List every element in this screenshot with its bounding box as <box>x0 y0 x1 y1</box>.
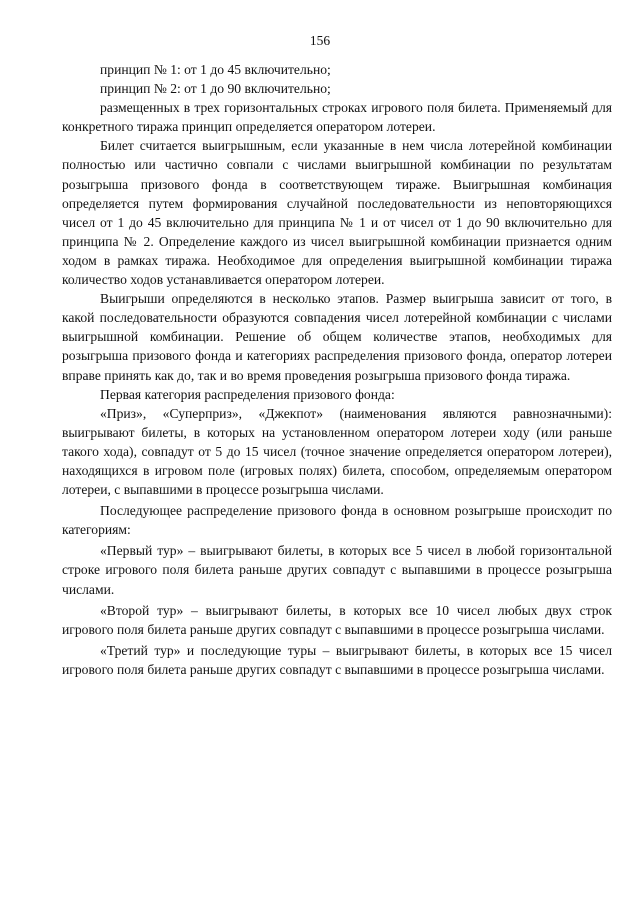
paragraph-third-round: «Третий тур» и последующие туры – выигрывают билеты, в которых все 15 чисел игрового поля билета раньше других совпадут с выпавшими в процессе розыгрыша числами. <box>62 642 612 677</box>
paragraph-prize-jackpot: «Приз», «Суперприз», «Джекпот» (наименования являются равнозначными): выигрывают билеты, в которых на установленном оператором лотереи ходу (или раньше такого хода), совпадут от 5 до 15 чисел (точное значение определяется оператором лотереи), находящихся в игровом поле (игровых полях) билета, способом, определяемым оператором лотереи, с выпавшими в процессе розыгрыша числами. <box>62 405 612 498</box>
paragraph-subsequent-distribution: Последующее распределение призового фонда в основном розыгрыше происходит по категориям: <box>62 503 612 538</box>
paragraph-placement: размещенных в трех горизонтальных строках игрового поля билета. Применяемый для конкретного тиража принцип определяется оператором лотереи. <box>62 100 612 135</box>
body-text <box>62 60 612 679</box>
paragraph-winning-ticket: Билет считается выигрышным, если указанные в нем числа лотерейной комбинации полностью или частично совпали с числами выигрышной комбинации по результатам розыгрыша призового фонда в соответствующем тираже. Выигрышная комбинация определяется путем формирования случайной последовательности из неповторяющихся чисел от 1 до 45 включительно для принципа № 1 и от чисел от 1 до 90 включительно для принципа № 2. Определение каждого из чисел выигрышной комбинации признается одним ходом в рамках тиража. Необходимое для определения выигрышной комбинации тиража количество ходов устанавливается оператором лотереи. <box>62 138 612 288</box>
page-number: 156 <box>309 33 331 48</box>
paragraph-first-round: «Первый тур» – выигрывают билеты, в которых все 5 чисел в любой горизонтальной строке игрового поля билета раньше других совпадут с выпавшими в процессе розыгрыша числами. <box>62 543 612 597</box>
paragraph-principle-2: принцип № 2: от 1 до 90 включительно; <box>100 81 331 97</box>
paragraph-winnings-stages: Выигрыши определяются в несколько этапов. Размер выигрыша зависит от того, в какой последовательности образуются совпадения чисел лотерейной комбинации с числами выигрышной комбинации. Решение об общем количестве этапов, необходимых для розыгрыша призового фонда и категориях распределения призового фонда, оператор лотереи вправе принять как до, так и во время проведения розыгрыша призового фонда тиража. <box>62 291 612 383</box>
paragraph-principle-1: принцип № 1: от 1 до 45 включительно; <box>100 62 331 77</box>
paragraph-second-round: «Второй тур» – выигрывают билеты, в которых все 10 чисел любых двух строк игрового поля билета раньше других совпадут с выпавшими в процессе розыгрыша числами. <box>62 602 612 637</box>
paragraph-first-category-heading: Первая категория распределения призового фонда: <box>100 386 395 402</box>
